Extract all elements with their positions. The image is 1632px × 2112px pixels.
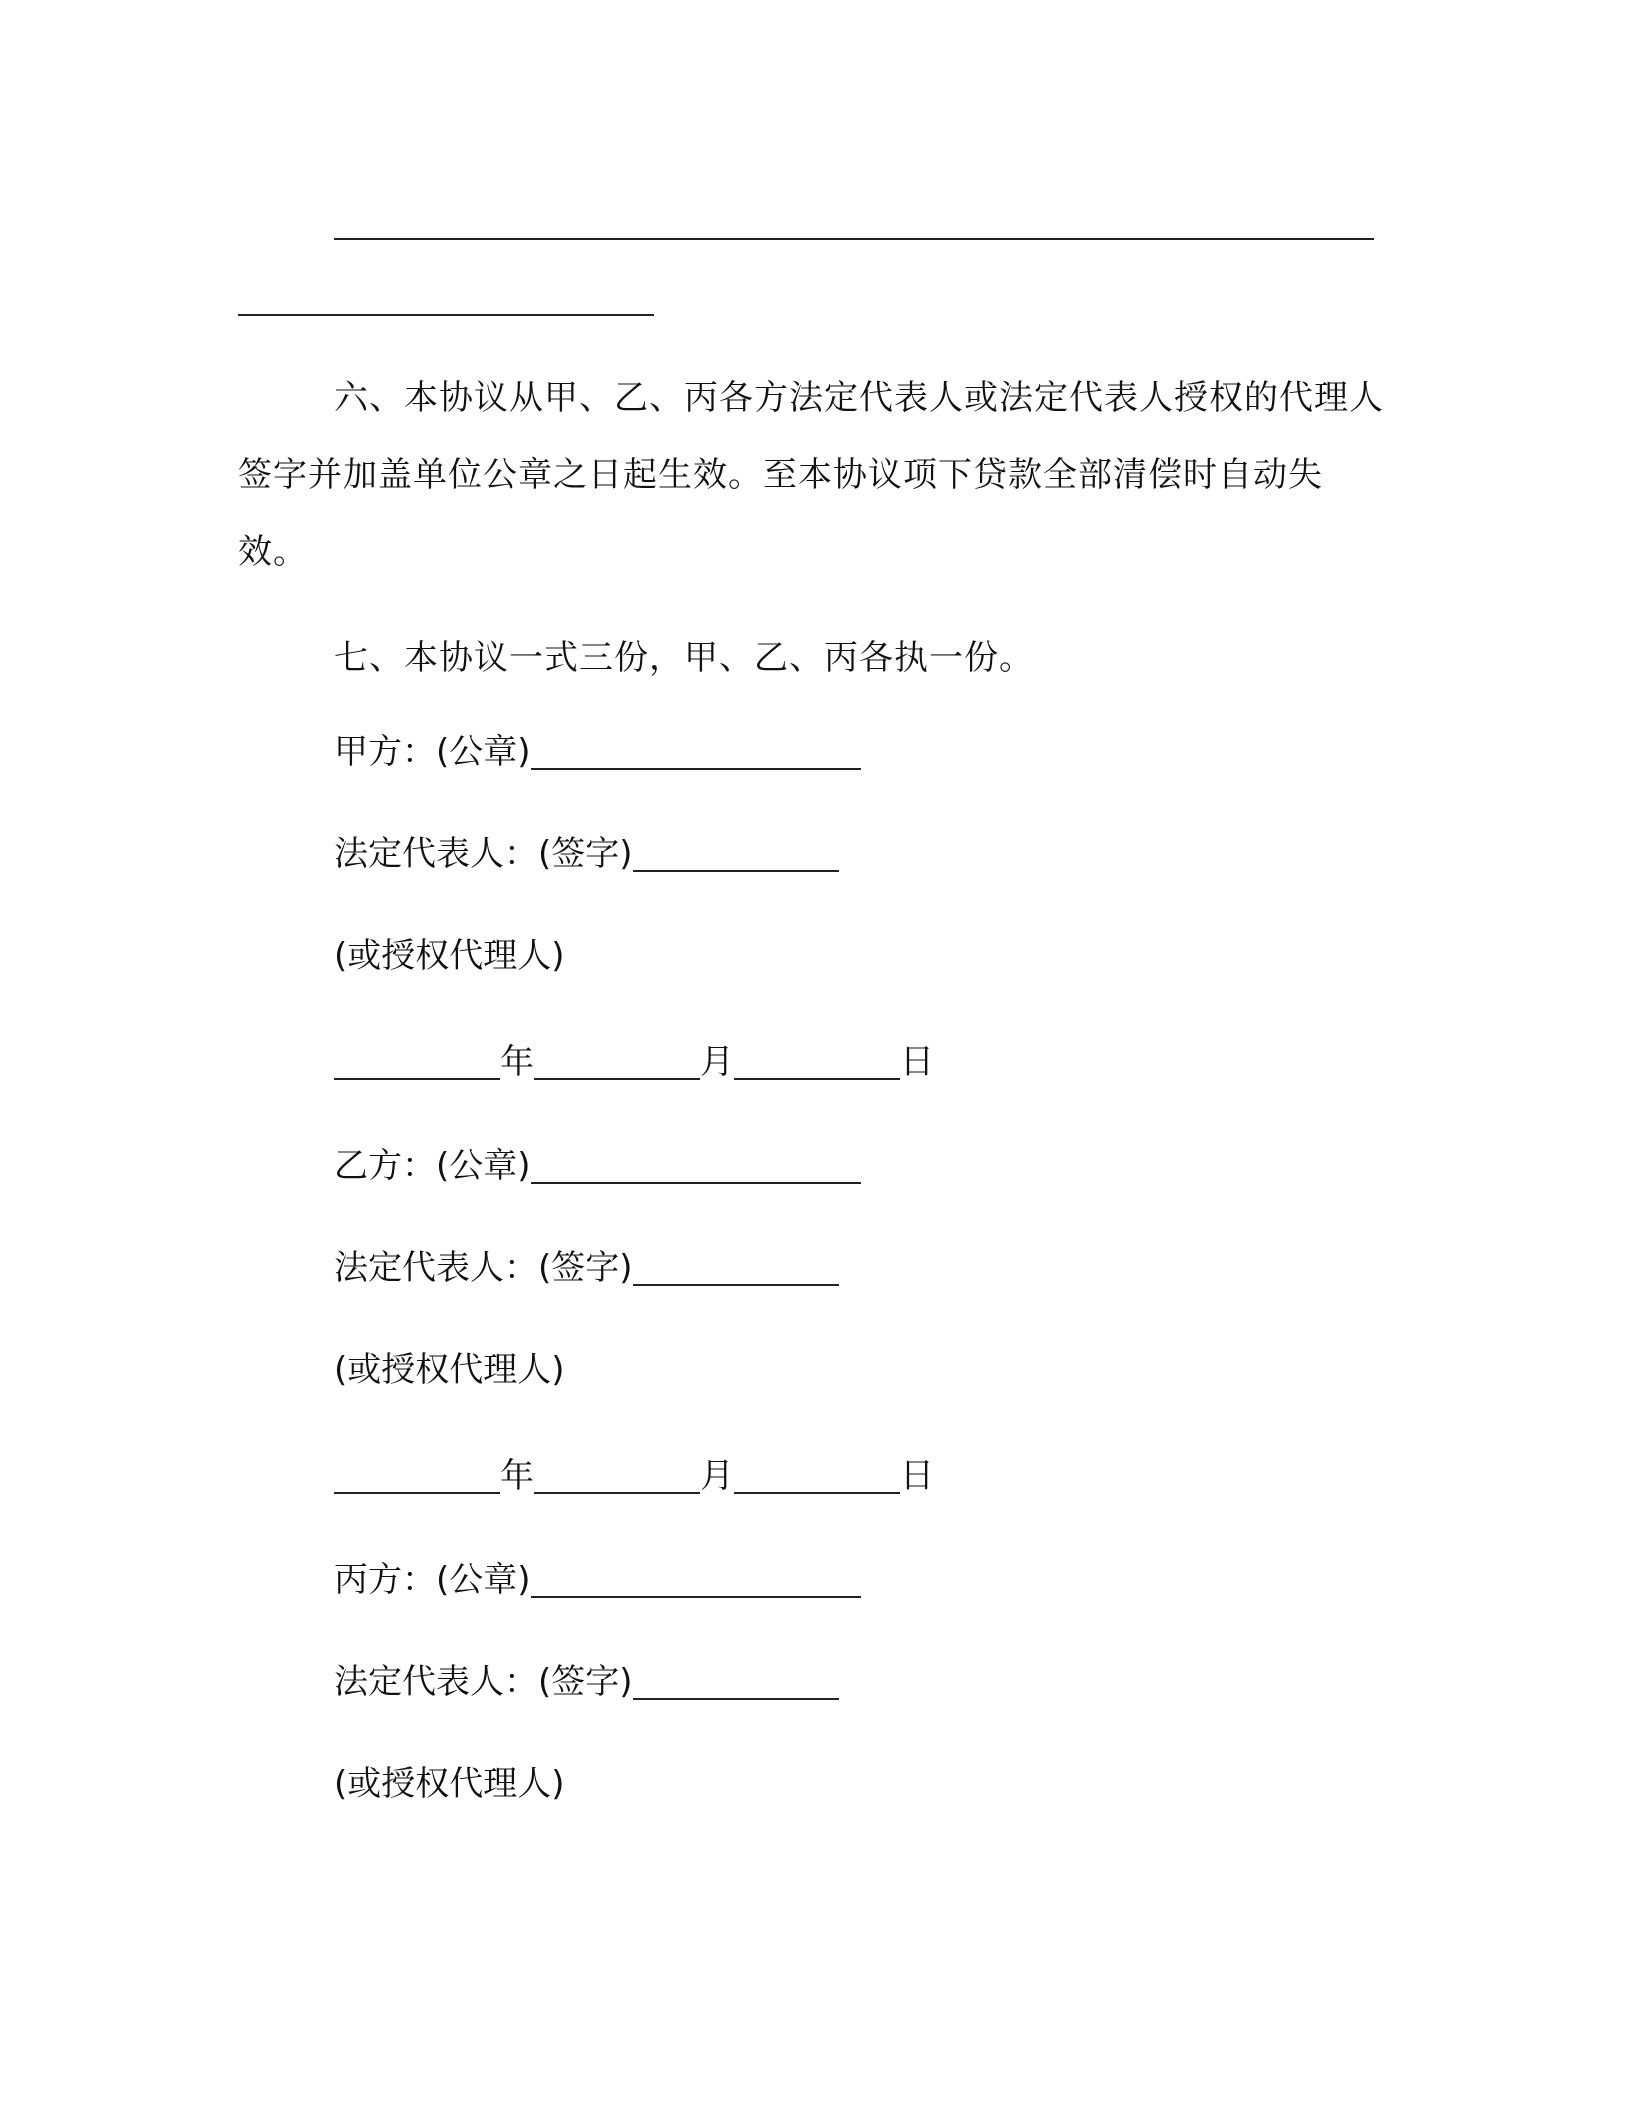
party-b-date-row: [334, 1454, 934, 1498]
party-c-rep-label: 法定代表人：(签字): [334, 1662, 633, 1702]
party-a-seal-row: [334, 730, 861, 774]
party-a-rep-label: 法定代表人：(签字): [334, 834, 633, 874]
party-a-date-row: [334, 1040, 934, 1084]
party-c-agent-label: (或授权代理人): [334, 1764, 565, 1804]
day-label: 日: [900, 1456, 934, 1496]
party-b-rep-label: 法定代表人：(签字): [334, 1248, 633, 1288]
party-b-sign-blank: [633, 1248, 839, 1286]
party-b-seal-label: 乙方：(公章): [334, 1146, 531, 1186]
party-a-rep-row: [334, 832, 839, 876]
party-b-agent-label: (或授权代理人): [334, 1350, 565, 1390]
party-c-seal-label: 丙方：(公章): [334, 1560, 531, 1600]
party-a-seal-blank: [531, 732, 861, 770]
year-blank: [334, 1456, 500, 1494]
party-b-seal-blank: [531, 1146, 861, 1184]
party-a-sign-blank: [633, 834, 839, 872]
clause-six: 六、本协议从甲、乙、丙各方法定代表人或法定代表人授权的代理人签字并加盖单位公章之日起生效。至本协议项下贷款全部清偿时自动失效。: [238, 378, 1384, 572]
party-a-seal-label: 甲方：(公章): [334, 732, 531, 772]
fill-in-line: [334, 238, 1374, 240]
day-blank: [734, 1042, 900, 1080]
month-blank: [534, 1456, 700, 1494]
party-c-seal-blank: [531, 1560, 861, 1598]
party-c-agent-row: [334, 1762, 565, 1806]
day-blank: [734, 1456, 900, 1494]
year-blank: [334, 1042, 500, 1080]
party-b-agent-row: [334, 1348, 565, 1392]
year-label: 年: [500, 1042, 534, 1082]
year-label: 年: [500, 1456, 534, 1496]
fill-in-line: [238, 314, 654, 316]
party-a-agent-label: (或授权代理人): [334, 936, 565, 976]
party-a-agent-row: [334, 934, 565, 978]
day-label: 日: [900, 1042, 934, 1082]
party-c-seal-row: [334, 1558, 861, 1602]
month-label: 月: [700, 1042, 734, 1082]
month-label: 月: [700, 1456, 734, 1496]
month-blank: [534, 1042, 700, 1080]
clause-seven: 七、本协议一式三份，甲、乙、丙各执一份。: [334, 638, 1034, 678]
party-b-seal-row: [334, 1144, 861, 1188]
party-c-sign-blank: [633, 1662, 839, 1700]
party-b-rep-row: [334, 1246, 839, 1290]
party-c-rep-row: [334, 1660, 839, 1704]
